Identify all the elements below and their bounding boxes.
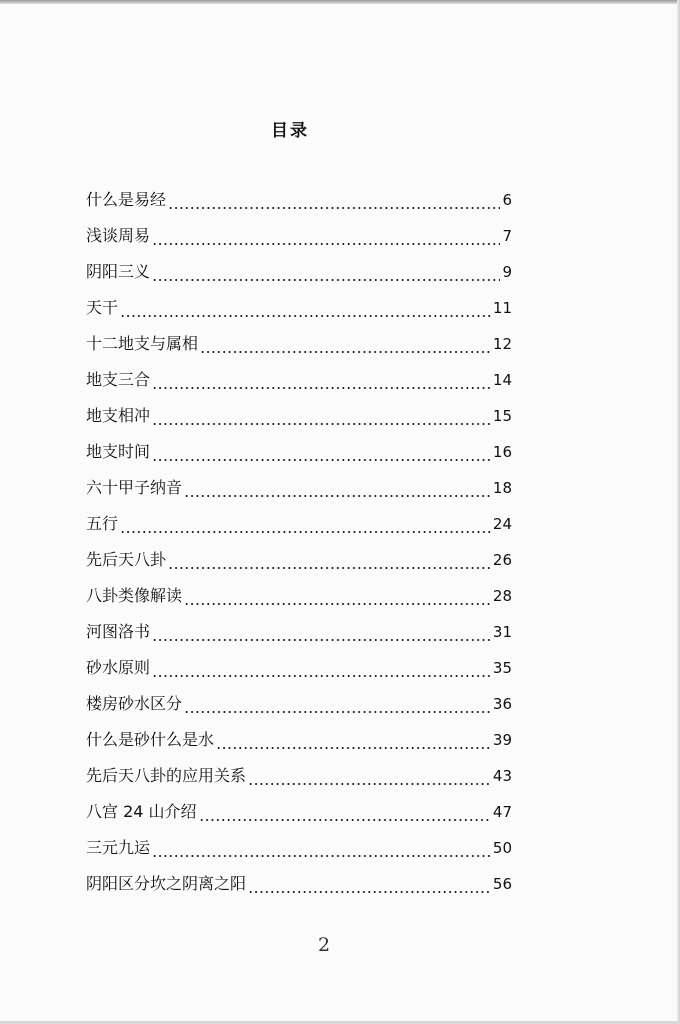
toc-entry-page: 39 — [492, 731, 512, 749]
toc-entry-label: 地支时间 — [86, 442, 151, 461]
toc-entry-page: 11 — [492, 299, 512, 317]
toc-leader-dots — [184, 711, 491, 713]
toc-entry-label: 阴阳区分坎之阴离之阳 — [86, 874, 247, 893]
toc-entry[interactable] — [86, 830, 512, 866]
toc-entry[interactable] — [86, 506, 512, 542]
toc-leader-dots — [120, 531, 491, 533]
toc-entry[interactable] — [86, 470, 512, 506]
toc-title: 目录 — [271, 121, 309, 141]
toc-entry-label: 什么是易经 — [86, 190, 167, 209]
toc-entry[interactable] — [86, 686, 512, 722]
toc-leader-dots — [152, 279, 500, 281]
toc-leader-dots — [168, 207, 500, 209]
toc-leader-dots — [184, 603, 491, 605]
toc-leader-dots — [216, 747, 491, 749]
scan-edge-top — [0, 0, 680, 4]
toc-entry[interactable] — [86, 578, 512, 614]
toc-entry[interactable] — [86, 542, 512, 578]
toc-entry-label: 先后天八卦 — [86, 550, 167, 569]
toc-entry[interactable] — [86, 758, 512, 794]
toc-entry[interactable] — [86, 614, 512, 650]
toc-entry-page: 12 — [492, 335, 512, 353]
toc-entry-page: 31 — [492, 623, 512, 641]
page-number: 2 — [317, 934, 331, 956]
toc-entry-page: 28 — [492, 587, 512, 605]
toc-entry[interactable] — [86, 794, 512, 830]
toc-entry-page: 35 — [492, 659, 512, 677]
toc-entry[interactable] — [86, 326, 512, 362]
toc-leader-dots — [152, 855, 491, 857]
toc-entry[interactable] — [86, 722, 512, 758]
toc-entry-label: 地支三合 — [86, 370, 151, 389]
toc-leader-dots — [152, 675, 491, 677]
toc-entry-label: 天干 — [86, 298, 119, 317]
toc-entry-page: 26 — [492, 551, 512, 569]
toc-leader-dots — [152, 423, 491, 425]
toc-entry-label: 八宫 24 山介绍 — [86, 802, 197, 821]
toc-entry[interactable] — [86, 218, 512, 254]
toc-entry[interactable] — [86, 866, 512, 902]
toc-entry[interactable] — [86, 398, 512, 434]
toc-list — [86, 182, 512, 902]
toc-leader-dots — [200, 351, 491, 353]
toc-entry-page: 6 — [502, 191, 512, 209]
toc-leader-dots — [152, 243, 500, 245]
toc-entry-label: 阴阳三义 — [86, 262, 151, 281]
toc-entry-label: 砂水原则 — [86, 658, 151, 677]
toc-entry-page: 7 — [502, 227, 512, 245]
toc-entry-page: 36 — [492, 695, 512, 713]
toc-entry-label: 河图洛书 — [86, 622, 151, 641]
toc-leader-dots — [248, 783, 491, 785]
toc-entry-label: 六十甲子纳音 — [86, 478, 183, 497]
toc-entry-label: 八卦类像解读 — [86, 586, 183, 605]
toc-entry-label: 十二地支与属相 — [86, 334, 199, 353]
toc-entry-page: 47 — [492, 803, 512, 821]
toc-leader-dots — [152, 639, 491, 641]
toc-entry-page: 56 — [492, 875, 512, 893]
toc-entry-page: 14 — [492, 371, 512, 389]
toc-entry-label: 先后天八卦的应用关系 — [86, 766, 247, 785]
toc-entry-page: 9 — [502, 263, 512, 281]
toc-entry-label: 三元九运 — [86, 838, 151, 857]
toc-entry[interactable] — [86, 434, 512, 470]
toc-entry-page: 43 — [492, 767, 512, 785]
toc-entry[interactable] — [86, 362, 512, 398]
toc-leader-dots — [168, 567, 491, 569]
toc-entry-label: 什么是砂什么是水 — [86, 730, 215, 749]
toc-entry[interactable] — [86, 182, 512, 218]
toc-entry-label: 楼房砂水区分 — [86, 694, 183, 713]
toc-entry[interactable] — [86, 290, 512, 326]
toc-entry-page: 16 — [492, 443, 512, 461]
toc-entry[interactable] — [86, 650, 512, 686]
toc-leader-dots — [184, 495, 491, 497]
toc-entry[interactable] — [86, 254, 512, 290]
toc-entry-page: 18 — [492, 479, 512, 497]
toc-entry-label: 五行 — [86, 514, 119, 533]
toc-leader-dots — [152, 387, 491, 389]
toc-entry-page: 24 — [492, 515, 512, 533]
toc-leader-dots — [199, 819, 491, 821]
toc-entry-page: 15 — [492, 407, 512, 425]
toc-leader-dots — [152, 459, 491, 461]
toc-entry-label: 地支相冲 — [86, 406, 151, 425]
toc-leader-dots — [120, 315, 491, 317]
toc-entry-page: 50 — [492, 839, 512, 857]
toc-entry-label: 浅谈周易 — [86, 226, 151, 245]
toc-leader-dots — [248, 891, 491, 893]
